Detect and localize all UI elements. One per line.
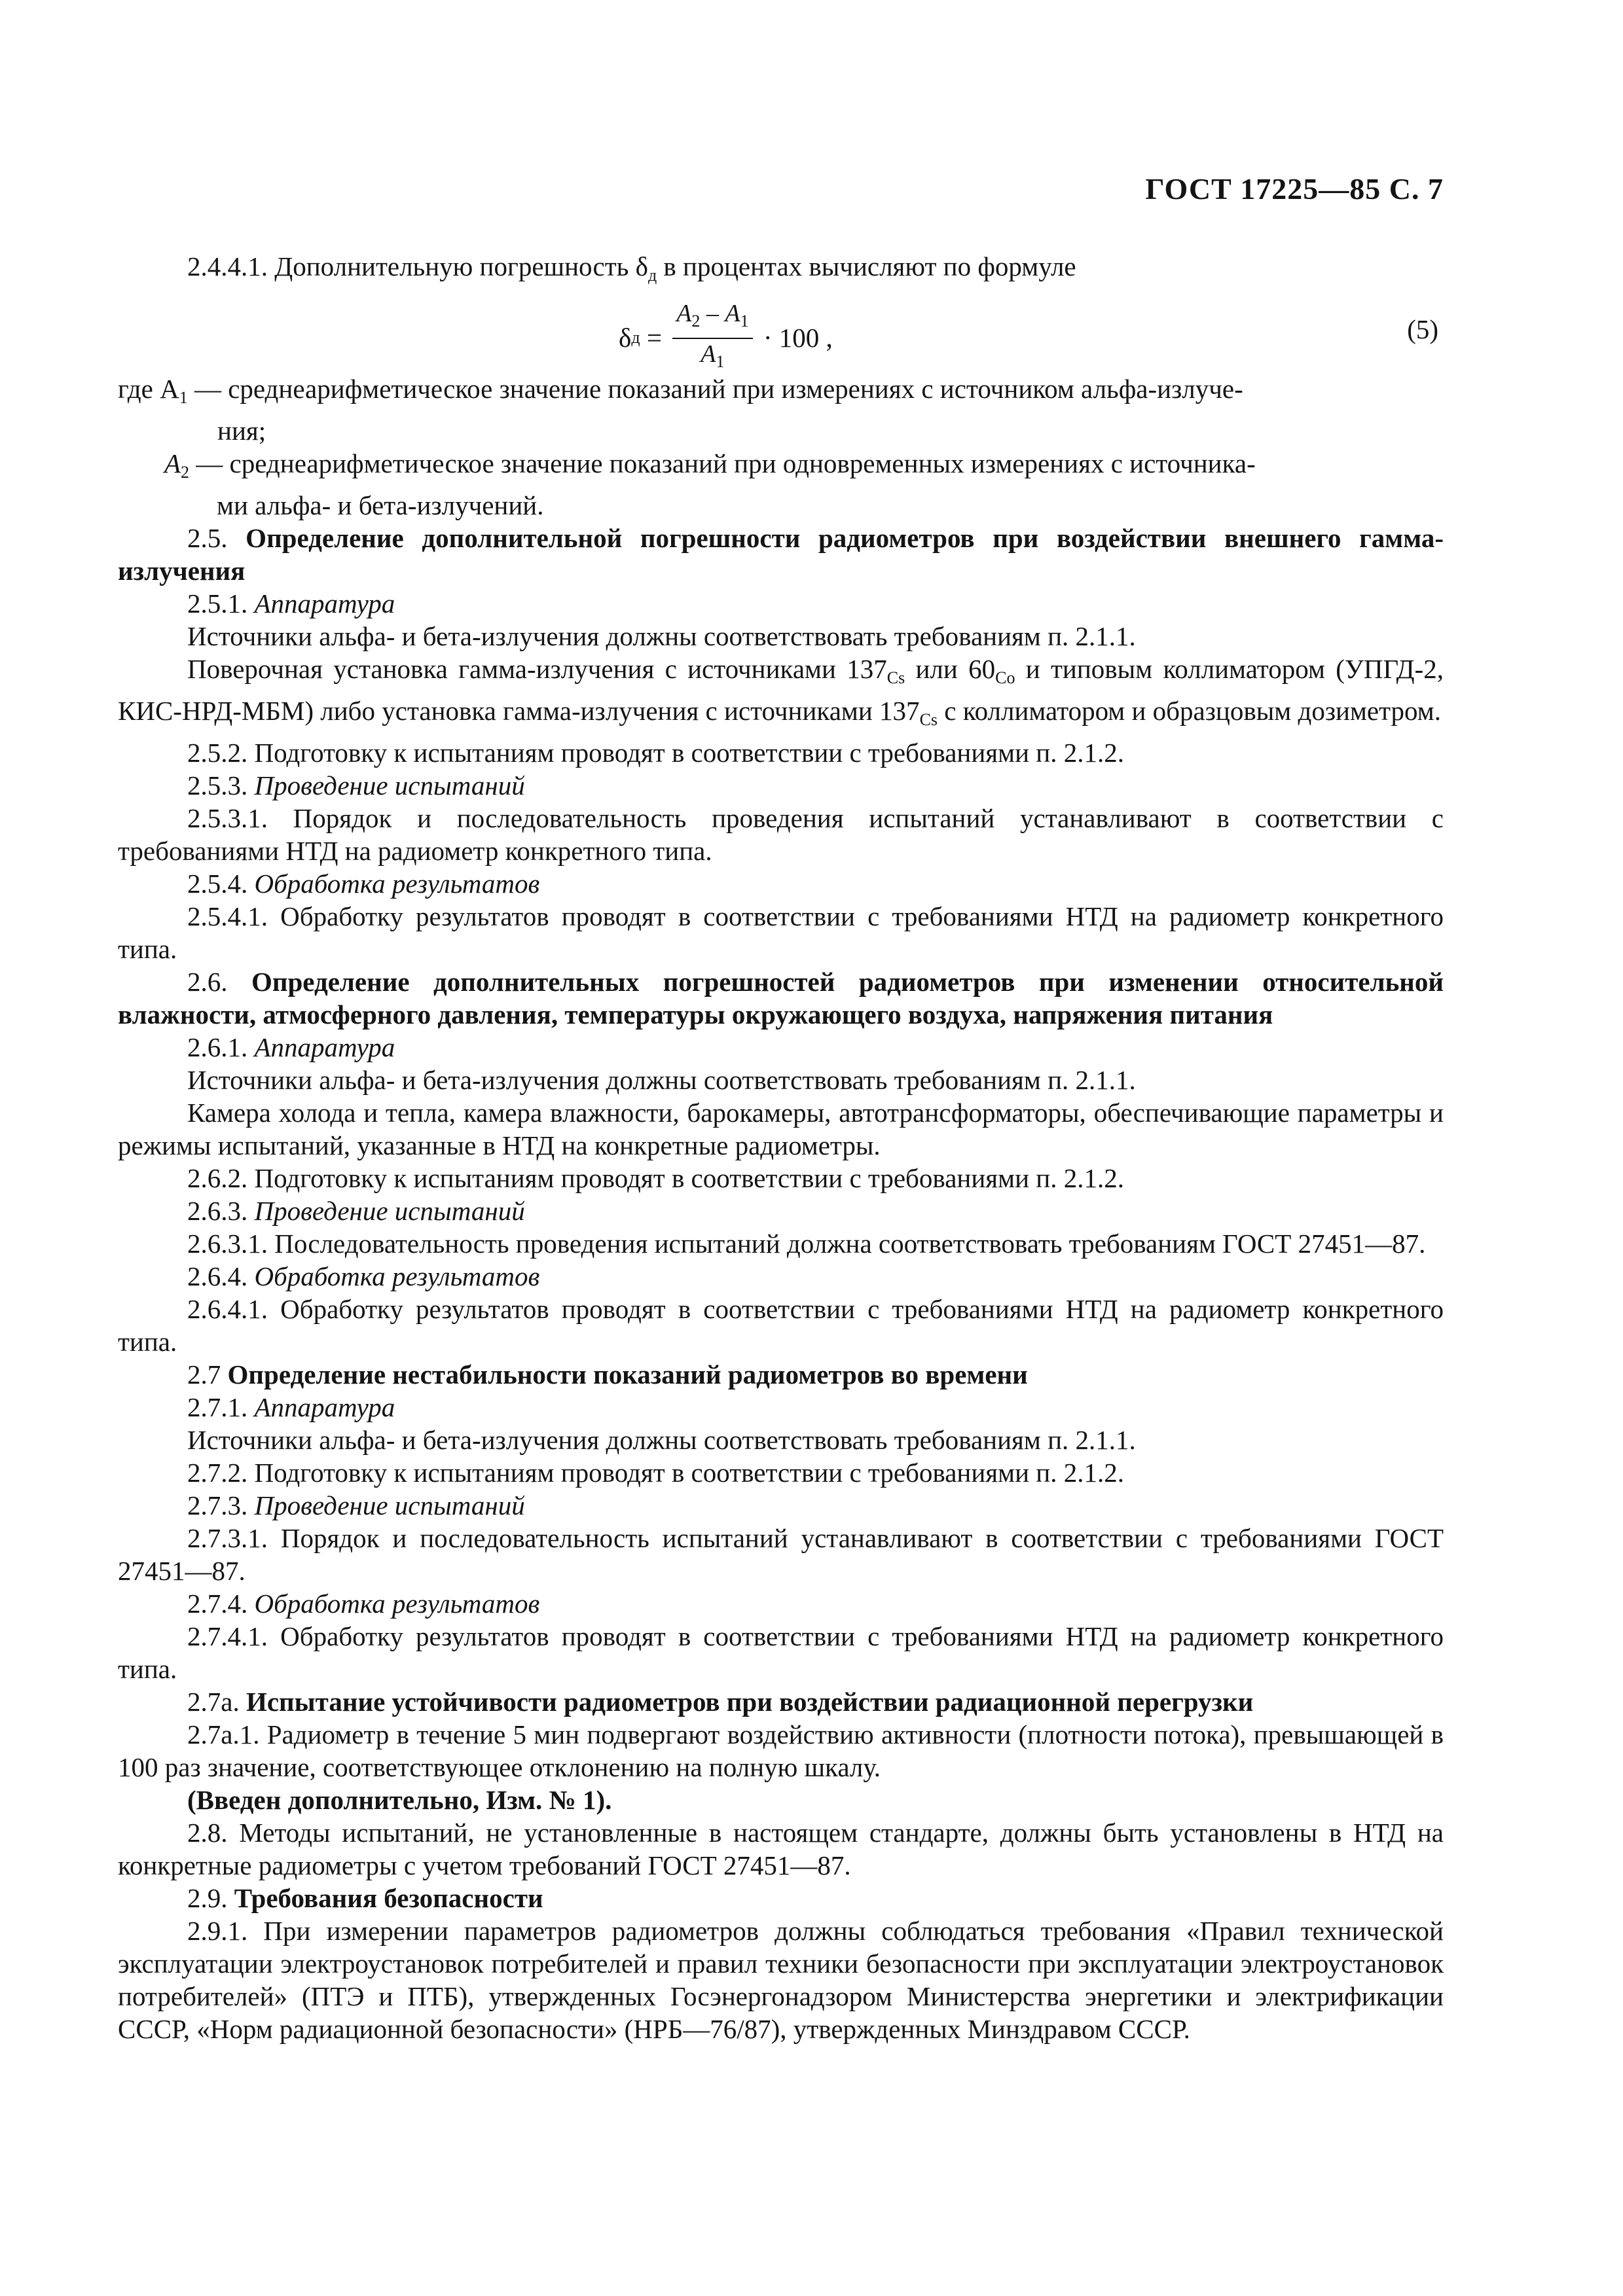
heading-2-7: 2.7 Определение нестабильности показаний радиометров во времени [187,1359,1028,1390]
paragraph-2-6-3-1: 2.6.3.1. Последовательность проведения испытаний должна соответствовать требованиям ГОСТ 27451—87. [187,1229,1426,1259]
paragraph-2-6-4-1: 2.6.4.1. Обработку результатов проводят в соответствии с требованиями НТД на радиометр конкретного типа. [118,1294,1444,1357]
paragraph-2-8: 2.8. Методы испытаний, не установленные в настоящем стандарте, должны быть установлены в НТД на конкретные радиометры с учетом требований ГОСТ 27451—87. [118,1818,1444,1880]
subheading-2-7-4: 2.7.4. Обработка результатов [187,1588,540,1619]
subheading-2-5-1: 2.5.1. Аппаратура [187,588,395,619]
paragraph-2-7a-1: 2.7а.1. Радиометр в течение 5 мин подвергают воздействию активности (плотности потока), превышающей в 100 раз значение, соответствующее отклонению на полную шкалу. [118,1719,1444,1782]
heading-2-5: 2.5. Определение дополнительной погрешности радиометров при воздействии внешнего гамма-излучения [118,523,1444,586]
subheading-2-6-4: 2.6.4. Обработка результатов [187,1261,540,1291]
heading-2-7a: 2.7а. Испытание устойчивости радиометров при воздействии радиационной перегрузки [187,1687,1254,1717]
paragraph-2-5-1-a: Источники альфа- и бета-излучения должны соответствовать требованиям п. 2.1.1. [187,621,1136,651]
subheading-2-7-3: 2.7.3. Проведение испытаний [187,1490,525,1520]
paragraph-2-6-1-b: Камера холода и тепла, камера влажности, барокамеры, автотрансформаторы, обеспечивающие параметры и режимы испытаний, указанные в НТД на конкретные радиометры. [118,1098,1444,1160]
subheading-2-7-1: 2.7.1. Аппаратура [187,1392,395,1422]
where-a1: где $A_1$ — среднеарифметическое значение показаний при измерениях с источником альфа-излуче- ния; [118,374,1243,446]
paragraph-2-5-1-b: Поверочная установка гамма-излучения с источниками $137_{Cs}$ или $60_{Co}$ и типовым коллиматором (УПГД-2, КИС-НРД-МБМ) либо установка гамма-излучения с источниками $137_{Cs}$ с коллиматором и образцовым дозиметром. [118,654,1444,729]
formula-expression: δ д = $\frac{A_2 - A_1}{A_1}$ · 100 , [619,298,833,377]
subheading-2-6-3: 2.6.3. Проведение испытаний [187,1196,525,1226]
where-a2: $A_2$ — среднеарифметическое значение показаний при одновременных измерениях с источника- ми альфа- и бета-излучений. [164,448,1256,520]
subheading-2-5-4: 2.5.4. Обработка результатов [187,869,540,899]
heading-2-9: 2.9. Требования безопасности [187,1883,543,1913]
page-header: ГОСТ 17225—85 С. 7 [1145,172,1444,206]
paragraph-2-7-4-1: 2.7.4.1. Обработку результатов проводят в соответствии с требованиями НТД на радиометр конкретного типа. [118,1621,1444,1684]
amendment-note: (Введен дополнительно, Изм. № 1). [187,1785,612,1815]
document-body [118,164,1444,2045]
paragraph-2-6-1-a: Источники альфа- и бета-излучения должны соответствовать требованиям п. 2.1.1. [187,1065,1136,1095]
paragraph-2-6-2: 2.6.2. Подготовку к испытаниям проводят в соответствии с требованиями п. 2.1.2. [187,1163,1124,1193]
formula-fraction: $\frac{A_2 - A_1}{A_1}$ [672,298,752,377]
paragraph-2-9-1: 2.9.1. При измерении параметров радиометров должны соблюдаться требования «Правил технической эксплуатации электроустановок потребителей и правил техники безопасности при эксплуатации электроустановок потребителей» (ПТЭ и ПТБ), утвержденных Госэнергонадзором Министерства энергетики и электрификации СССР, «Норм радиационной безопасности» (НРБ—76/87), утвержденных Минздравом СССР. [118,1916,1444,2044]
paragraph-2-7-2: 2.7.2. Подготовку к испытаниям проводят в соответствии с требованиями п. 2.1.2. [187,1458,1124,1488]
paragraph-2-4-4-1: 2.4.4.1. Дополнительную погрешность $\delta_д$ в процентах вычисляют по формуле [187,251,1076,285]
subheading-2-6-1: 2.6.1. Аппаратура [187,1032,395,1062]
paragraph-2-5-2: 2.5.2. Подготовку к испытаниям проводят в соответствии с требованиями п. 2.1.2. [187,738,1124,768]
formula-5 [118,293,1444,371]
paragraph-2-7-1: Источники альфа- и бета-излучения должны соответствовать требованиям п. 2.1.1. [187,1425,1136,1455]
subheading-2-5-3: 2.5.3. Проведение испытаний [187,770,525,800]
formula-number: (5) [1407,314,1438,344]
paragraph-2-5-4-1: 2.5.4.1. Обработку результатов проводят в соответствии с требованиями НТД на радиометр конкретного типа. [118,901,1444,964]
heading-2-6: 2.6. Определение дополнительных погрешностей радиометров при изменении относительной влажности, атмосферного давления, температуры окружающего воздуха, напряжения питания [118,967,1444,1030]
paragraph-2-7-3-1: 2.7.3.1. Порядок и последовательность испытаний устанавливают в соответствии с требованиями ГОСТ 27451—87. [118,1523,1444,1586]
paragraph-2-5-3-1: 2.5.3.1. Порядок и последовательность проведения испытаний устанавливают в соответствии с требованиями НТД на радиометр конкретного типа. [118,803,1444,866]
